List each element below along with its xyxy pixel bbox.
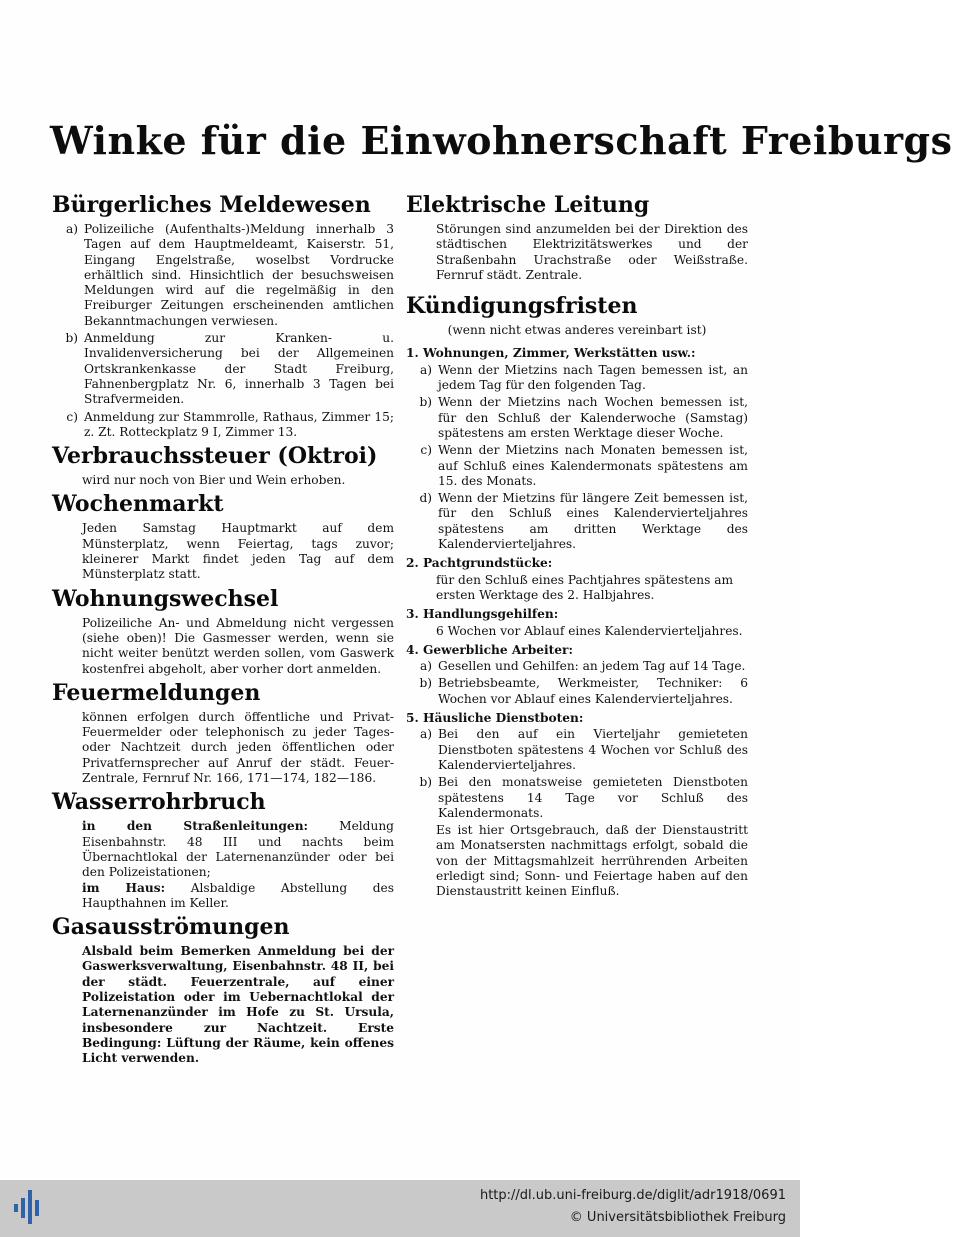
item-label: a) — [65, 222, 78, 236]
item-text: Anmeldung zur Kranken- u. Invalidenversicherung bei der Allgemeinen Ortskrankenkasse der Stadt Freiburg, Fahnenbergplatz Nr. 6, innerhalb 3 Tagen bei Strafvermeiden. — [84, 331, 394, 407]
section-note: (wenn nicht etwas anderes vereinbart ist) — [447, 323, 707, 338]
list-item — [406, 659, 748, 674]
section-kuendigungsfristen — [406, 293, 748, 899]
item-text: Wenn der Mietzins nach Monaten bemessen ist, auf Schluß eines Kalendermonats spätestens am 15. des Monats. — [438, 443, 748, 488]
item-text: Betriebsbeamte, Werkmeister, Techniker: 6 Wochen vor Ablauf eines Kalendervierteljahres. — [438, 676, 748, 706]
right-column — [406, 192, 748, 903]
item-label: a) — [419, 727, 432, 742]
section-heading: Wochenmarkt — [52, 491, 224, 518]
item-label: c) — [420, 443, 432, 458]
item-text: Polizeiliche (Aufenthalts-)Meldung innerhalb 3 Tagen auf dem Hauptmeldeamt, Kaiserstr. 51, Eingang Engelstraße, woselbst Vordrucke erhältlich sind. Hinsichtlich der besuchsweisen Meldungen wird auf die regelmäßig in den Freiburger Zeitungen erscheinenden amtlichen Bekanntmachungen verwiesen. — [84, 222, 394, 328]
list-item — [52, 331, 394, 407]
section-text — [82, 881, 394, 912]
list-item — [406, 727, 748, 773]
subsection-title: 4. Gewerbliche Arbeiter: — [406, 642, 573, 657]
list-item — [406, 363, 748, 394]
footer-bar — [0, 1180, 800, 1237]
subsection-note: Es ist hier Ortsgebrauch, daß der Dienstaustritt am Monatsersten nachmittags erfolgt, sobald die von der Mittagsmahlzeit herrührenden Arbeiten erledigt sind; Sonn- und Feiertage haben auf den Dienstaustritt keinen Einfluß. — [436, 823, 748, 899]
section-text: wird nur noch von Bier und Wein erhoben. — [82, 473, 346, 488]
item-label: b) — [419, 395, 432, 410]
subsection-title: 5. Häusliche Dienstboten: — [406, 711, 584, 726]
ub-freiburg-logo-icon — [12, 1190, 44, 1224]
subsection-title: 2. Pachtgrundstücke: — [406, 556, 553, 571]
section-heading: Bürgerliches Meldewesen — [52, 192, 371, 218]
list-item — [406, 395, 748, 441]
item-text: Wenn der Mietzins nach Tagen bemessen ist, an jedem Tag für den folgenden Tag. — [438, 362, 748, 393]
left-column — [52, 192, 394, 1069]
section-text: können erfolgen durch öffentliche und Privat-Feuermelder oder telephonisch zu jeder Tages- oder Nachtzeit durch jeden öffentlichen oder Privatfernsprecher auf Anruf der städt. Feuer-Zentrale, Fernruf Nr. 166, 171—174, 182—186. — [82, 709, 394, 786]
section-wochenmarkt — [52, 491, 394, 582]
section-elektrische-leitung — [406, 192, 748, 283]
sub-label: in den Straßenleitungen: — [82, 819, 309, 834]
page-title: Winke für die Einwohnerschaft Freiburgs — [50, 118, 953, 163]
section-heading: Wohnungswechsel — [52, 585, 279, 612]
section-heading: Verbrauchssteuer (Oktroi) — [52, 443, 378, 470]
item-text: Gesellen und Gehilfen: an jedem Tag auf 14 Tage. — [438, 659, 746, 674]
list-item — [406, 775, 748, 821]
subsection-text: 6 Wochen vor Ablauf eines Kalendervierteljahres. — [436, 623, 743, 638]
list-item — [52, 222, 394, 329]
subsection-title: 3. Handlungsgehilfen: — [406, 607, 559, 622]
list-item — [52, 410, 394, 441]
section-text — [82, 819, 394, 880]
item-text: Anmeldung zur Stammrolle, Rathaus, Zimmer 15; z. Zt. Rotteckplatz 9 I, Zimmer 13. — [84, 409, 394, 439]
list-item — [406, 443, 748, 489]
section-wohnungswechsel — [52, 586, 394, 677]
item-label: a) — [419, 659, 432, 674]
section-oktroi — [52, 443, 394, 488]
subsection-text: für den Schluß eines Pachtjahres spätestens am ersten Werktage des 2. Halbjahres. — [436, 572, 734, 602]
list-item — [406, 491, 748, 552]
section-meldewesen — [52, 192, 394, 440]
sub-text: Alsbaldige Abstellung des Haupthahnen im Keller. — [82, 880, 394, 910]
section-text: Störungen sind anzumelden bei der Direktion des städtischen Elektrizitätswerkes und der Straßenbahn Urachstraße oder Weißstraße. Fernruf städt. Zentrale. — [436, 222, 748, 282]
item-text: Wenn der Mietzins nach Wochen bemessen ist, für den Schluß der Kalenderwoche (Samstag) spätestens am ersten Werktage dieser Woche. — [438, 395, 748, 440]
section-text: Alsbald beim Bemerken Anmeldung bei der Gaswerksverwaltung, Eisenbahnstr. 48 II, bei der städt. Feuerzentrale, auf einer Polizeistation oder im Uebernachtlokal der Laternenanzünder im Hofe zu St. Ursula, insbesondere zur Nachtzeit. Erste Bedingung: Lüftung der Räume, kein offenes Licht verwenden. — [82, 944, 394, 1066]
section-feuermeldungen — [52, 680, 394, 786]
section-text: Jeden Samstag Hauptmarkt auf dem Münsterplatz, wenn Feiertag, tags zuvor; kleinerer Markt findet jeden Tag auf dem Münsterplatz statt. — [82, 521, 394, 582]
section-heading: Feuermeldungen — [52, 679, 261, 706]
permalink-link[interactable]: http://dl.ub.uni-freiburg.de/diglit/adr1918/0691 — [479, 1188, 786, 1203]
item-label: b) — [419, 676, 432, 691]
item-text: Bei den auf ein Vierteljahr gemieteten Dienstboten spätestens 4 Wochen vor Schluß des Kalendervierteljahres. — [438, 727, 748, 772]
item-text: Wenn der Mietzins für längere Zeit bemessen ist, für den Schluß eines Kalendervierteljahres spätestens am dritten Werktage des Kalendervierteljahres. — [438, 491, 748, 552]
item-label: d) — [419, 491, 432, 506]
section-heading: Wasserrohrbruch — [52, 789, 266, 816]
list-item — [406, 676, 748, 707]
section-wasserrohrbruch — [52, 789, 394, 911]
item-label: a) — [419, 362, 432, 377]
section-heading: Elektrische Leitung — [406, 192, 650, 218]
item-label: b) — [65, 331, 78, 346]
section-heading: Kündigungsfristen — [406, 293, 638, 320]
section-heading: Gasausströmungen — [52, 914, 290, 941]
copyright-text: © Universitätsbibliothek Freiburg — [569, 1210, 786, 1225]
sub-text: Meldung Eisenbahnstr. 48 III und nachts beim Übernachtlokal der Laternenanzünder oder bei den Polizeistationen; — [82, 819, 394, 880]
item-text: Bei den monatsweise gemieteten Dienstboten spätestens 14 Tage vor Schluß des Kalendermonats. — [438, 775, 748, 820]
item-label: c) — [66, 409, 78, 424]
section-text: Polizeiliche An- und Abmeldung nicht vergessen (siehe oben)! Die Gasmesser werden, wenn sie nicht weiter benützt werden sollen, vom Gaswerk kostenfrei abgeholt, aber vorher dort anmelden. — [82, 615, 394, 676]
subsection-title: 1. Wohnungen, Zimmer, Werkstätten usw.: — [406, 346, 696, 361]
section-gasausstroemungen — [52, 914, 394, 1066]
item-label: b) — [419, 775, 432, 790]
sub-label: im Haus: — [82, 880, 166, 895]
